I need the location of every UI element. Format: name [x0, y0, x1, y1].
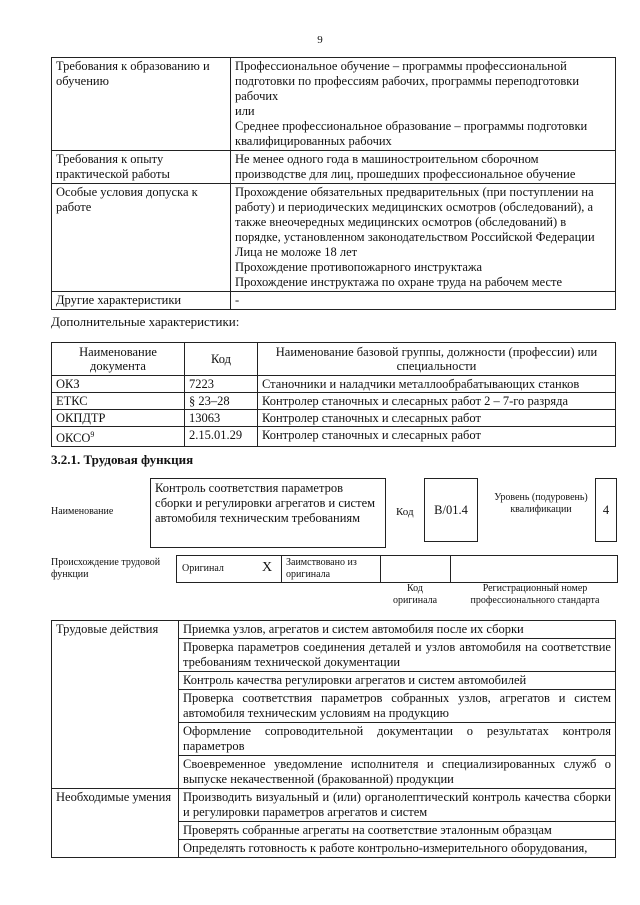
list-item: Проверка параметров соединения деталей и узлов автомобиля на соответствие требованиям технической документации: [179, 639, 616, 672]
line: Среднее профессиональное образование – программы подготовки квалифицированных рабочих: [235, 119, 588, 148]
list-item: Контроль качества регулировки агрегатов и систем автомобилей: [179, 672, 616, 690]
divider: [380, 555, 381, 582]
table-row: [52, 427, 616, 447]
list-item: Проверять собранные агрегаты на соответствие эталонным образцам: [179, 822, 616, 840]
list-item: Своевременное уведомление исполнителя и специализированных служб о выпуске некачественной (бракованной) продукции: [179, 756, 616, 789]
row-label: Трудовые действия: [52, 621, 179, 789]
code-value: В/01.4: [424, 478, 478, 542]
name-label: Наименование: [51, 506, 114, 517]
divider: [450, 555, 451, 582]
table-row: [52, 58, 616, 151]
doc-text: ОКСО: [56, 431, 91, 446]
name-cell: Контролер станочных и слесарных работ: [258, 427, 616, 447]
name-cell: Контролер станочных и слесарных работ: [258, 410, 616, 427]
row-label: Другие характеристики: [52, 292, 231, 310]
table-row: [52, 151, 616, 184]
list-item: Оформление сопроводительной документации о результатах контроля параметров: [179, 723, 616, 756]
table-row: [52, 410, 616, 427]
table-row: [52, 184, 616, 292]
table-row: [52, 789, 616, 822]
function-name: Контроль соответствия параметров сборки и регулировки агрегатов и систем автомобиля техническим требованиям: [150, 478, 386, 548]
row-value: [231, 58, 616, 151]
additional-table: [51, 342, 616, 447]
table-row: [52, 621, 616, 639]
level-value: 4: [595, 478, 617, 542]
row-label: Особые условия допуска к работе: [52, 184, 231, 292]
actions-table: [51, 620, 616, 858]
col-header: Наименование базовой группы, должности (профессии) или специальности: [258, 343, 616, 376]
name-cell: Контролер станочных и слесарных работ 2 – 7-го разряда: [258, 393, 616, 410]
level-label: Уровень (подуровень) квалификации: [494, 492, 588, 515]
section-title: 3.2.1. Трудовая функция: [51, 452, 194, 467]
footnote-mark: 9: [90, 430, 95, 439]
list-item: Определять готовность к работе контрольно-измерительного оборудования,: [179, 840, 616, 858]
code-cell: 7223: [185, 376, 258, 393]
line: Прохождение инструктажа по охране труда на рабочем месте: [235, 275, 563, 289]
row-value: -: [231, 292, 616, 310]
code-caption: Код оригинала: [392, 583, 438, 606]
page-number: 9: [317, 34, 323, 46]
list-item: Приемка узлов, агрегатов и систем автомобиля после их сборки: [179, 621, 616, 639]
code-cell: § 23–28: [185, 393, 258, 410]
line: Профессиональное обучение – программы профессиональной подготовки по профессиям рабочих, программы переподготовки рабочих: [235, 59, 580, 103]
original-label: Оригинал: [182, 563, 224, 574]
borrowed-label: Заимствовано из оригинала: [286, 557, 357, 580]
row-value: Не менее одного года в машиностроительном сборочном производстве для лиц, прошедших профессиональное обучение: [231, 151, 616, 184]
list-item: Проверка соответствия параметров собранных узлов, агрегатов и систем автомобиля техническим условиям на продукцию: [179, 690, 616, 723]
row-value: [231, 184, 616, 292]
row-label: Требования к опыту практической работы: [52, 151, 231, 184]
additional-heading: Дополнительные характеристики:: [51, 314, 240, 329]
table-row: [52, 393, 616, 410]
table-row: [52, 292, 616, 310]
doc-cell: ЕТКС: [52, 393, 185, 410]
original-mark: X: [262, 560, 273, 575]
code-cell: 13063: [185, 410, 258, 427]
doc-cell: ОКПДТР: [52, 410, 185, 427]
code-label: Код: [396, 506, 414, 518]
doc-cell: [52, 427, 185, 447]
table-row: [52, 376, 616, 393]
code-cell: 2.15.01.29: [185, 427, 258, 447]
doc-cell: ОКЗ: [52, 376, 185, 393]
col-header: Код: [185, 343, 258, 376]
reg-caption: Регистрационный номер профессионального стандарта: [470, 583, 600, 606]
table-header: [52, 343, 616, 376]
origin-label: Происхождение трудовой функции: [51, 557, 161, 580]
divider: [281, 555, 282, 582]
name-cell: Станочники и наладчики металлообрабатывающих станков: [258, 376, 616, 393]
line: Прохождение обязательных предварительных (при поступлении на работу) и периодических медицинских осмотров (обследований), а также внеочередных медицинских осмотров (обследований) в порядке, установленном законодательством Российской Федерации: [235, 185, 595, 244]
requirements-table: [51, 57, 616, 310]
line: Прохождение противопожарного инструктажа: [235, 260, 483, 274]
line: Лица не моложе 18 лет: [235, 245, 358, 259]
row-label: Необходимые умения: [52, 789, 179, 858]
row-label: Требования к образованию и обучению: [52, 58, 231, 151]
col-header: Наименование документа: [52, 343, 185, 376]
list-item: Производить визуальный и (или) органолептический контроль качества сборки и регулировки параметров агрегатов и систем: [179, 789, 616, 822]
line: или: [235, 104, 255, 118]
origin-box: [176, 555, 618, 583]
